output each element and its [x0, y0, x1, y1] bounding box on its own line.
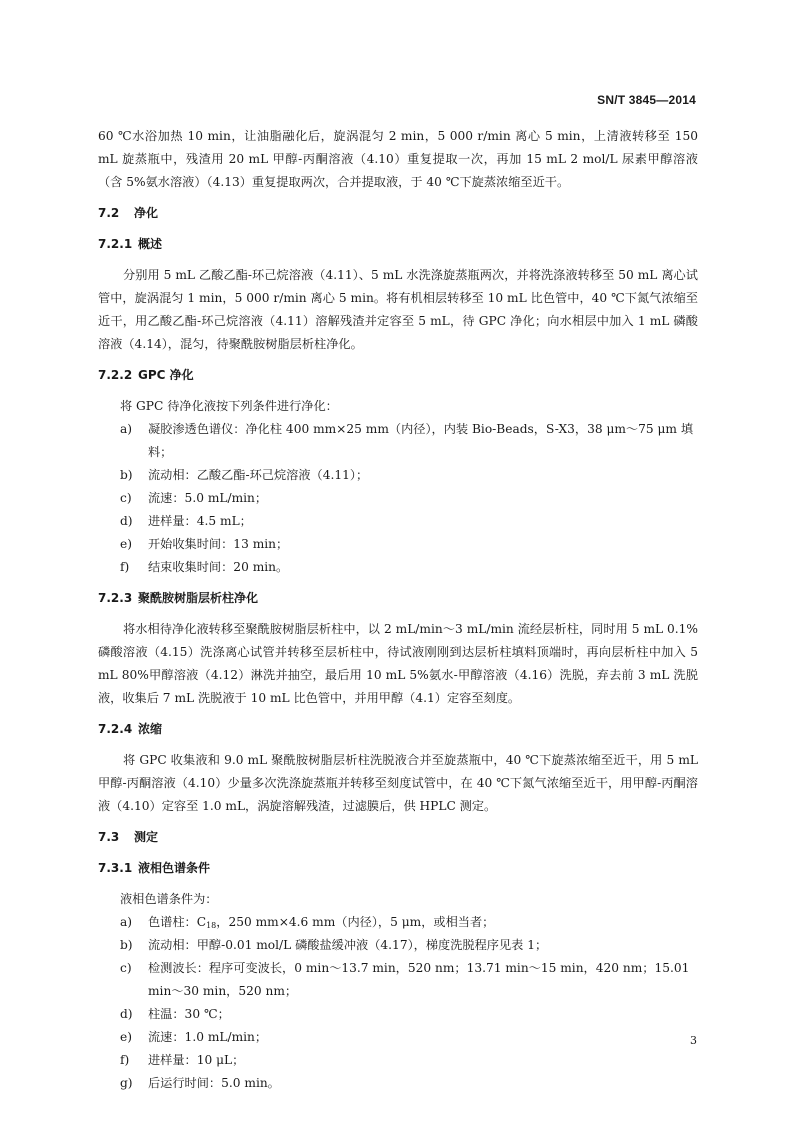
list-marker: e) — [120, 537, 132, 551]
list-text-suffix: ，250 mm×4.6 mm（内径），5 μm，或相当者； — [216, 915, 495, 929]
list-item — [98, 1049, 698, 1072]
heading-title: 净化 — [134, 206, 159, 220]
list-item — [98, 1026, 698, 1049]
list-item — [98, 911, 698, 934]
list-text-prefix: 色谱柱：C — [148, 915, 207, 929]
list-item — [98, 957, 698, 1003]
paragraph-intro: 60 ℃水浴加热 10 min，让油脂融化后，旋涡混匀 2 min，5 000 r/min 离心 5 min，上清液转移至 150 mL 旋蒸瓶中，残渣用 20 mL 甲醇-丙酮溶液（4.10）重复提取一次，再加 15 mL 2 mol/L 尿素甲醇溶液（含 5%氨水溶液）（4.13）重复提取两次，合并提取液，于 40 ℃下旋蒸浓缩至近干。 — [98, 129, 698, 189]
subscript: 18 — [206, 921, 217, 930]
list-marker: b) — [120, 938, 133, 952]
list-item — [98, 533, 698, 556]
heading-7-3 — [98, 826, 698, 849]
list-text: 凝胶渗透色谱仪：净化柱 400 mm×25 mm（内径），内装 Bio-Beads，S-X3，38 μm～75 μm 填料； — [148, 422, 694, 459]
heading-7-2-1 — [98, 233, 698, 256]
lc-conditions-list — [98, 911, 698, 1095]
heading-number: 7.2.1 — [98, 237, 133, 251]
heading-number: 7.3.1 — [98, 861, 133, 875]
heading-number: 7.2.4 — [98, 722, 133, 736]
heading-7-3-1 — [98, 857, 698, 880]
heading-title: GPC 净化 — [138, 368, 194, 382]
heading-number: 7.2.3 — [98, 591, 133, 605]
list-text: 柱温：30 ℃； — [148, 1007, 230, 1021]
list-item — [98, 1003, 698, 1026]
heading-number: 7.2.2 — [98, 368, 133, 382]
list-item — [98, 464, 698, 487]
list-text: 流动相：乙酸乙酯-环己烷溶液（4.11）； — [148, 468, 369, 482]
list-text: 进样量：4.5 mL； — [148, 514, 252, 528]
heading-title: 浓缩 — [138, 722, 163, 736]
list-marker: b) — [120, 468, 133, 482]
heading-title: 液相色谱条件 — [138, 861, 211, 875]
list-marker: f) — [120, 560, 130, 574]
paragraph-7-2-4: 将 GPC 收集液和 9.0 mL 聚酰胺树脂层析柱洗脱液合并至旋蒸瓶中，40 ℃下旋蒸浓缩至近干，用 5 mL 甲醇-丙酮溶液（4.10）少量多次洗涤旋蒸瓶并转移至刻度试管中，在 40 ℃下氮气浓缩至近干，用甲醇-丙酮溶液（4.10）定容至 1.0 mL，涡旋溶解残渣，过滤膜后，供 HPLC 测定。 — [98, 753, 698, 813]
list-text: 流速：5.0 mL/min； — [148, 491, 268, 505]
lc-intro: 液相色谱条件为： — [120, 892, 218, 906]
heading-number: 7.3 — [98, 830, 120, 844]
list-text: 流动相：甲醇-0.01 mol/L 磷酸盐缓冲液（4.17），梯度洗脱程序见表 1； — [148, 938, 548, 952]
list-item — [98, 418, 698, 464]
gpc-conditions-list — [98, 418, 698, 579]
paragraph-7-2-1: 分别用 5 mL 乙酸乙酯-环己烷溶液（4.11）、5 mL 水洗涤旋蒸瓶两次，并将洗涤液转移至 50 mL 离心试管中，旋涡混匀 1 min，5 000 r/min 离心 5 min。将有机相层转移至 10 mL 比色管中，40 ℃下氮气浓缩至近干，用乙酸乙酯-环己烷溶液（4.11）溶解残渣并定容至 5 mL，待 GPC 净化；向水相层中加入 1 mL 磷酸溶液（4.14），混匀，待聚酰胺树脂层析柱净化。 — [98, 268, 698, 351]
heading-number: 7.2 — [98, 206, 120, 220]
list-marker: d) — [120, 1007, 133, 1021]
heading-7-2 — [98, 202, 698, 225]
document-body — [98, 125, 698, 1095]
page-number: 3 — [690, 1034, 697, 1047]
standard-code: SN/T 3845—2014 — [597, 93, 696, 107]
list-item — [98, 487, 698, 510]
list-marker: g) — [120, 1076, 133, 1090]
list-item — [98, 510, 698, 533]
list-text: 开始收集时间：13 min； — [148, 537, 289, 551]
list-marker: a) — [120, 422, 133, 436]
heading-title: 聚酰胺树脂层析柱净化 — [138, 591, 259, 605]
paragraph-7-2-3: 将水相待净化液转移至聚酰胺树脂层析柱中，以 2 mL/min～3 mL/min 流经层析柱，同时用 5 mL 0.1%磷酸溶液（4.15）洗涤离心试管并转移至层析柱中，待试液刚刚到达层析柱填料顶端时，再向层析柱中加入 5 mL 80%甲醇溶液（4.12）淋洗并抽空，最后用 10 mL 5%氨水-甲醇溶液（4.16）洗脱，弃去前 3 mL 洗脱液，收集后 7 mL 洗脱液于 10 mL 比色管中，并用甲醇（4.1）定容至刻度。 — [98, 622, 698, 705]
list-marker: a) — [120, 915, 133, 929]
list-marker: c) — [120, 961, 132, 975]
gpc-intro: 将 GPC 待净化液按下列条件进行净化： — [120, 399, 338, 413]
list-text: 检测波长：程序可变波长，0 min～13.7 min，520 nm；13.71 min～15 min，420 nm；15.01 min～30 min，520 nm； — [148, 961, 690, 998]
list-text: 后运行时间：5.0 min。 — [148, 1076, 280, 1090]
list-marker: e) — [120, 1030, 132, 1044]
heading-title: 测定 — [134, 830, 159, 844]
list-text: 进样量：10 μL； — [148, 1053, 245, 1067]
list-item — [98, 934, 698, 957]
heading-7-2-4 — [98, 718, 698, 741]
heading-7-2-3 — [98, 587, 698, 610]
list-item — [98, 556, 698, 579]
list-marker: f) — [120, 1053, 130, 1067]
list-text: 结束收集时间：20 min。 — [148, 560, 289, 574]
list-marker: c) — [120, 491, 132, 505]
heading-title: 概述 — [138, 237, 163, 251]
list-marker: d) — [120, 514, 133, 528]
heading-7-2-2 — [98, 364, 698, 387]
list-text: 流速：1.0 mL/min； — [148, 1030, 268, 1044]
list-item — [98, 1072, 698, 1095]
